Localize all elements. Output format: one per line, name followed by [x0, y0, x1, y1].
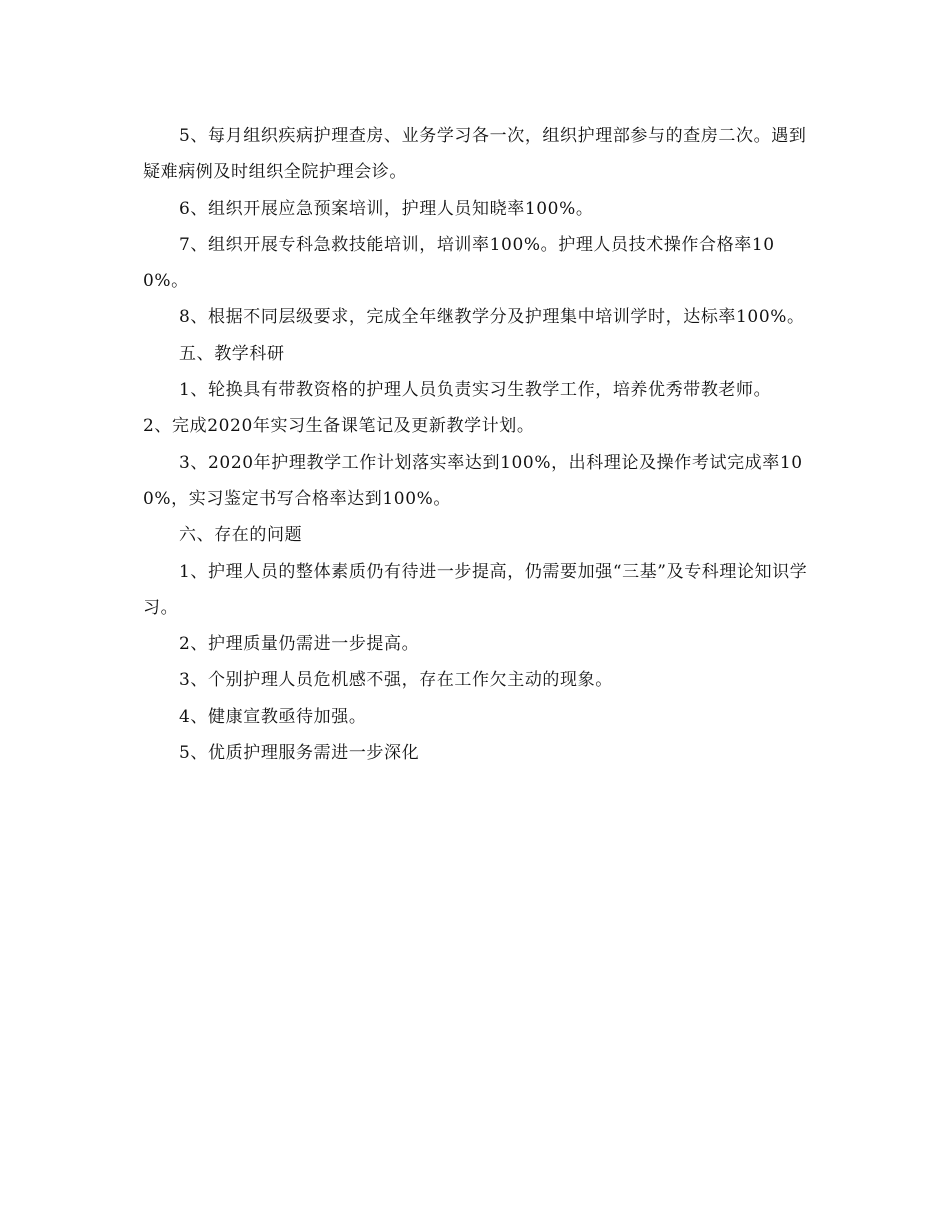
paragraph-item-7-skills-training: 7、组织开展专科急救技能培训，培训率100%。护理人员技术操作合格率100%。: [143, 234, 775, 292]
section-heading-teaching-research: 五、教学科研: [179, 343, 285, 364]
paragraph-problem-5: 5、优质护理服务需进一步深化: [179, 743, 420, 764]
paragraph-problem-2: 2、护理质量仍需进一步提高。: [179, 634, 420, 655]
section-heading-existing-problems: 六、存在的问题: [179, 525, 303, 546]
document-body: [143, 118, 809, 771]
paragraph-item-8-credits: 8、根据不同层级要求，完成全年继教学分及护理集中培训学时，达标率100%。: [179, 307, 805, 328]
paragraph-item-6-emergency-training: 6、组织开展应急预案培训，护理人员知晓率100%。: [179, 198, 594, 219]
paragraph-teaching-3: 3、2020年护理教学工作计划落实率达到100%，出科理论及操作考试完成率100%，实习鉴定书写合格率达到100%。: [143, 452, 803, 509]
paragraph-teaching-1: 1、轮换具有带教资格的护理人员负责实习生教学工作，培养优秀带教老师。: [179, 380, 772, 401]
paragraph-problem-3: 3、个别护理人员危机感不强，存在工作欠主动的现象。: [179, 670, 613, 691]
paragraph-problem-4: 4、健康宣教亟待加强。: [179, 706, 367, 727]
paragraph-item-5-rounds: 5、每月组织疾病护理查房、业务学习各一次，组织护理部参与的查房二次。遇到疑难病例及时组织全院护理会诊。: [143, 126, 807, 183]
paragraph-problem-1: 1、护理人员的整体素质仍有待进一步提高，仍需要加强“三基”及专科理论知识学习。: [143, 561, 808, 618]
paragraph-teaching-2: 2、完成2020年实习生备课笔记及更新教学计划。: [143, 416, 535, 437]
